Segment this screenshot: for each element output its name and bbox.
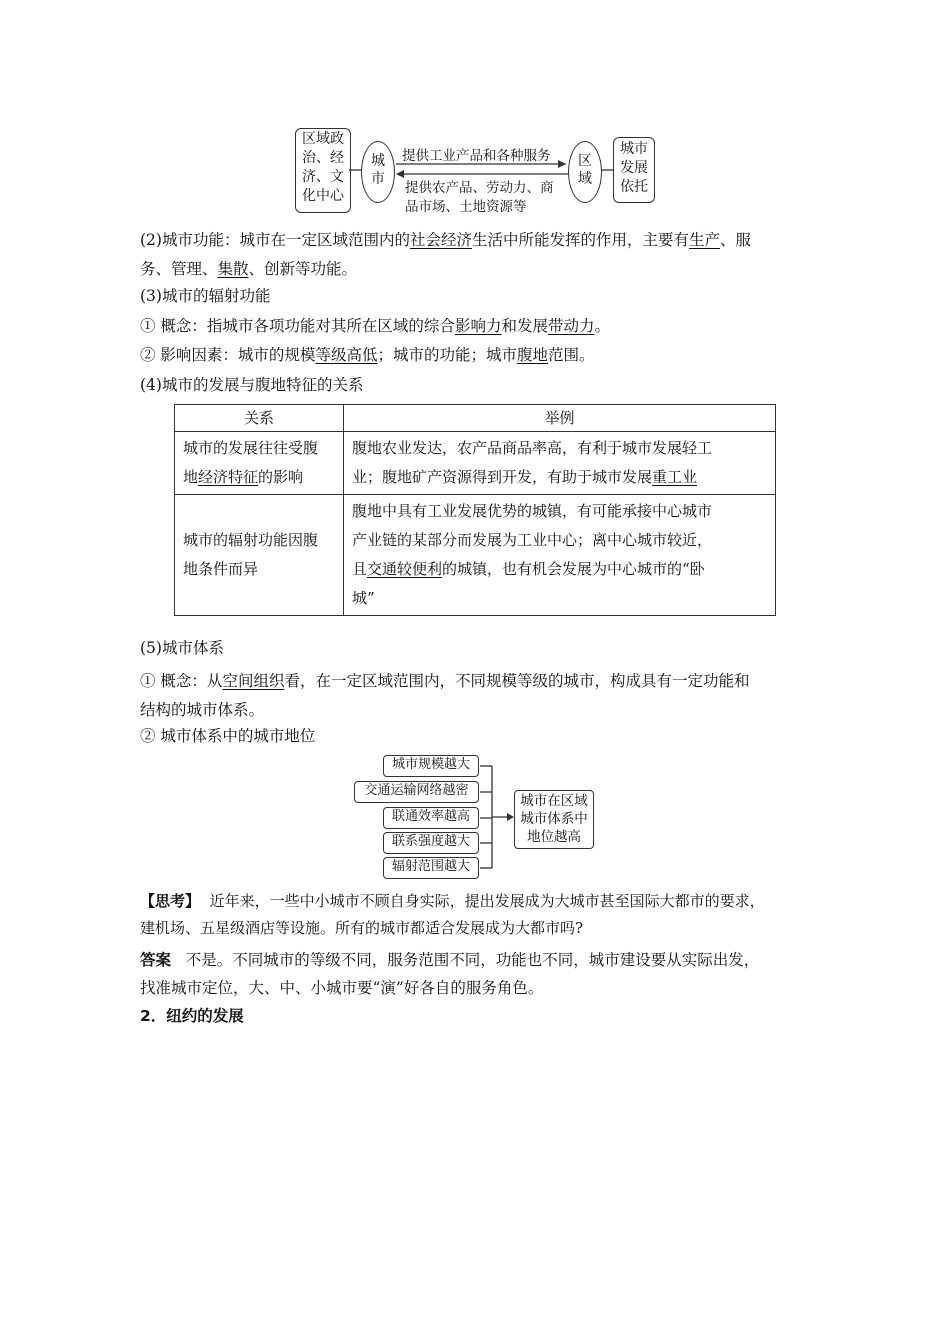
table-cell: [175, 432, 344, 495]
col-header: 关系: [175, 405, 344, 432]
para-line: 建机场、五星级酒店等设施。所有的城市都适合发展成为大都市吗?: [140, 919, 584, 937]
text: ；城市的功能；城市: [377, 346, 517, 364]
bottom-arrow-label-1: 提供农产品、劳动力、商: [405, 180, 554, 196]
cell-line: 腹地农业发达，农产品商品率高，有利于城市发展轻工: [352, 439, 713, 457]
sec3-title: (3)城市的辐射功能: [140, 287, 271, 305]
para-line: 找准城市定位，大、中、小城市要“演”好各自的服务角色。: [140, 979, 544, 997]
heading-newyork: 2．纽约的发展: [140, 1007, 244, 1025]
text: 业；腹地矿产资源得到开发，有助于城市发展: [352, 468, 653, 486]
text: 地: [183, 468, 199, 486]
text: 的影响: [258, 468, 304, 486]
col-header: 举例: [344, 405, 776, 432]
underlined-answer: 等级高低: [315, 346, 378, 364]
underlined-answer: 交通较便利: [367, 560, 443, 578]
box-line: 城市在区域: [520, 793, 588, 809]
table-cell: [344, 432, 776, 495]
text: ① 概念：从: [140, 672, 223, 690]
sec4-title: (4)城市的发展与腹地特征的关系: [140, 376, 364, 394]
underlined-answer: 腹地: [516, 346, 548, 364]
underlined-answer: 带动力: [547, 317, 595, 335]
sec5-concept: [140, 667, 820, 725]
think-answer: [140, 946, 830, 1002]
box-line: 依托: [620, 179, 648, 195]
cell-line: 产业链的某部分而发展为工业中心；离中心城市较近，: [352, 531, 713, 549]
table-cell: [175, 495, 344, 616]
text: (2)城市功能：城市在一定区域范围内的: [140, 231, 410, 249]
bottom-arrow-label-2: 品市场、土地资源等: [405, 199, 527, 215]
para-line: [140, 946, 830, 974]
cell-line: 城市的发展往往受腹: [183, 439, 319, 457]
para-line: [140, 888, 830, 915]
text: 务、管理、: [140, 260, 218, 278]
factor-box: 联系强度越大: [383, 832, 479, 854]
region-circle: [568, 141, 602, 203]
circle-line: 城: [371, 153, 385, 169]
box-line: 发展: [620, 160, 648, 176]
sec3-factors: [140, 344, 820, 366]
cell-line: [183, 463, 335, 492]
bottom-arrow-head: [396, 170, 404, 178]
sec3-concept: [140, 315, 820, 337]
underlined-answer: 经济特征: [198, 468, 259, 486]
cell-line: 腹地中具有工业发展优势的城镇，有可能承接中心城市: [352, 502, 713, 520]
think-label: 【思考】: [140, 892, 201, 910]
para-line: 结构的城市体系。: [140, 701, 265, 719]
table-row: [175, 432, 776, 495]
text: 且: [352, 560, 368, 578]
factor-box: 交通运输网络越密: [354, 781, 479, 803]
box-line: 济、文: [302, 169, 344, 185]
top-arrow-label: 提供工业产品和各种服务: [402, 148, 551, 164]
box-line: 城市体系中: [520, 811, 588, 827]
cell-line: 城市的辐射功能因腹: [183, 531, 319, 549]
box-line: 地位越高: [527, 829, 581, 845]
circle-line: 市: [371, 171, 385, 187]
circle-line: 区: [578, 153, 592, 169]
text: 、创新等功能。: [248, 260, 358, 278]
city-support-box: [613, 137, 655, 203]
box-line: 治、经: [302, 150, 344, 166]
result-box: [514, 790, 594, 849]
text: 。: [594, 317, 610, 335]
diagram2-connectors: [478, 755, 518, 880]
text: 不是。不同城市的等级不同，服务范围不同，功能也不同，城市建设要从实际出发，: [185, 951, 760, 969]
table-cell: [344, 495, 776, 616]
underlined-answer: 空间组织: [222, 672, 285, 690]
text: 范围。: [547, 346, 595, 364]
city-function-paragraph: [140, 226, 820, 284]
underlined-answer: 社会经济: [409, 231, 472, 249]
answer-label: 答案: [140, 951, 172, 969]
box-line: 城市: [620, 141, 648, 157]
para-line: [140, 255, 820, 284]
underlined-answer: 重工业: [652, 468, 698, 486]
factor-box: 城市规模越大: [383, 755, 479, 777]
para-line: [140, 667, 820, 696]
text: 近年来，一些中小城市不顾自身实际，提出发展成为大城市甚至国际大都市的要求，: [209, 892, 765, 910]
text: 的城镇，也有机会发展为中心城市的“卧: [442, 560, 705, 578]
cell-line: 城”: [352, 589, 375, 607]
table-header-row: [175, 405, 776, 432]
box-line: 区域政: [302, 131, 344, 147]
underlined-answer: 集散: [217, 260, 249, 278]
factor-box: 联通效率越高: [383, 807, 479, 829]
underlined-answer: 生产: [689, 231, 721, 249]
factor-box: 辐射范围越大: [383, 857, 479, 879]
cell-line: [352, 555, 767, 584]
text: 生活中所能发挥的作用，主要有: [471, 231, 689, 249]
box-line: 化中心: [302, 188, 344, 204]
table-row: [175, 495, 776, 616]
para-line: [140, 226, 820, 255]
circle-line: 域: [578, 171, 592, 187]
think-question: [140, 888, 830, 942]
text: 看，在一定区域范围内，不同规模等级的城市，构成具有一定功能和: [284, 672, 750, 690]
text: 和发展: [501, 317, 548, 335]
text: ① 概念：指城市各项功能对其所在区域的综合: [140, 317, 455, 335]
sec5-position: ② 城市体系中的城市地位: [140, 727, 316, 745]
sec5-title: (5)城市体系: [140, 639, 224, 657]
text: 、服: [720, 231, 752, 249]
top-arrow-head: [558, 160, 566, 168]
underlined-answer: 影响力: [454, 317, 502, 335]
result-arrow-head: [507, 813, 514, 821]
cell-line: 地条件而异: [183, 560, 259, 578]
text: ② 影响因素：城市的规模: [140, 346, 316, 364]
cell-line: [352, 463, 767, 492]
relation-table: [174, 404, 776, 616]
